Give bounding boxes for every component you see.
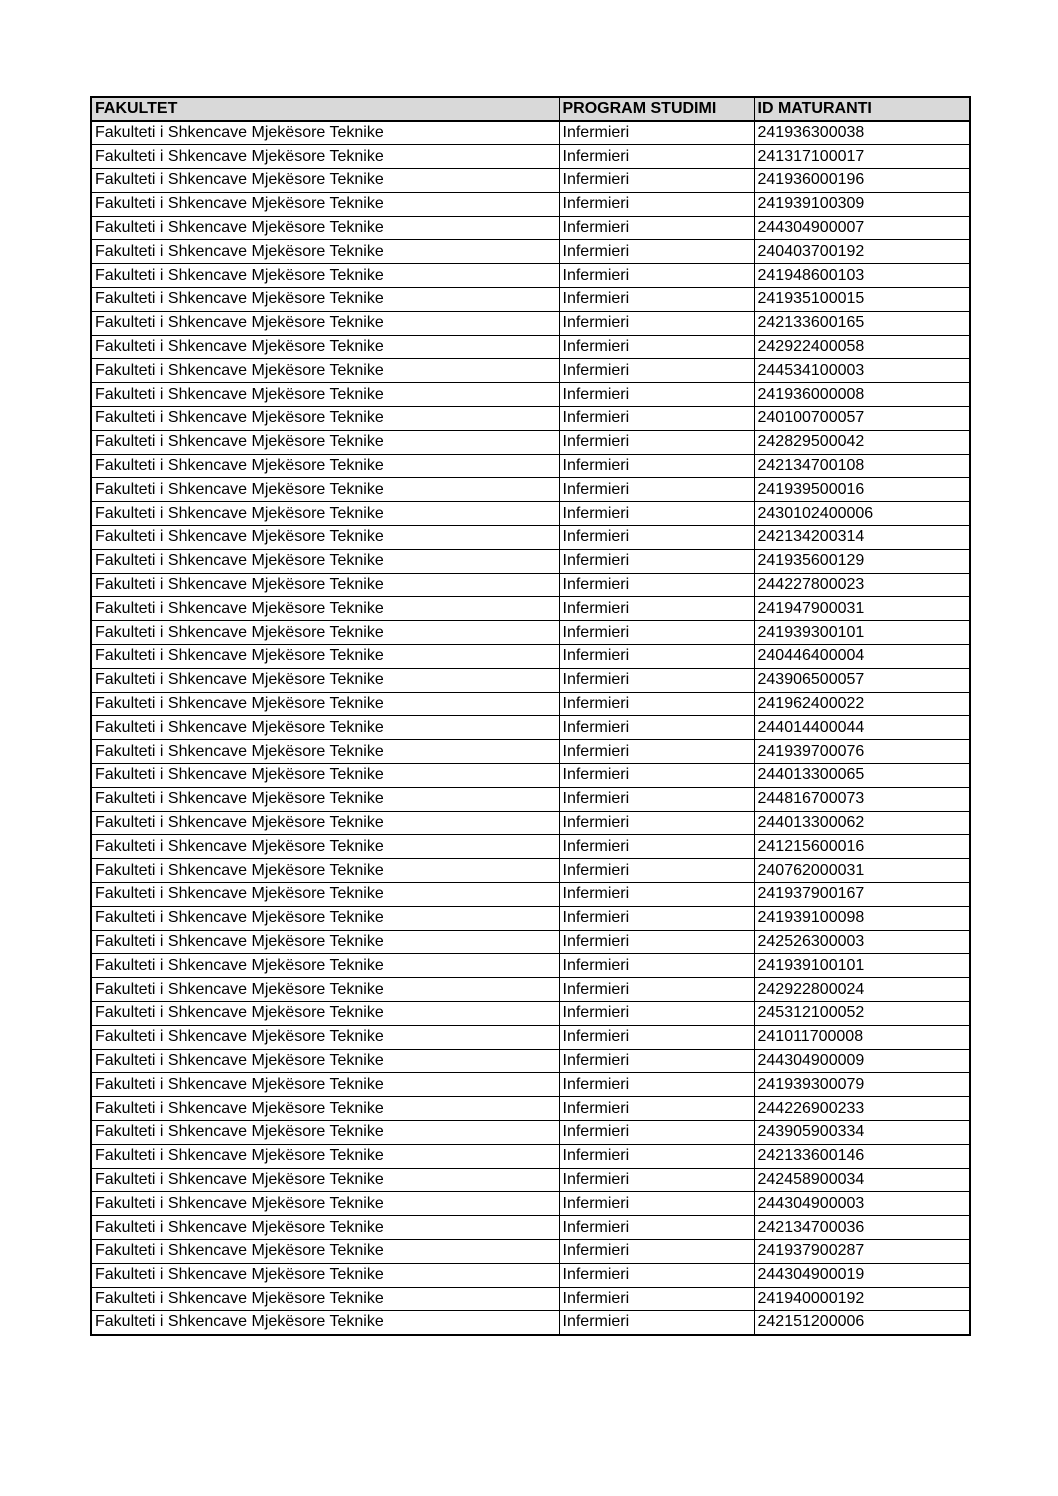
fakultet-cell: Fakulteti i Shkencave Mjekësore Teknike <box>91 573 559 597</box>
fakultet-cell: Fakulteti i Shkencave Mjekësore Teknike <box>91 121 559 145</box>
id-maturanti-cell: 241935600129 <box>754 549 970 573</box>
fakultet-cell: Fakulteti i Shkencave Mjekësore Teknike <box>91 240 559 264</box>
table-row <box>91 835 970 859</box>
fakultet-cell: Fakulteti i Shkencave Mjekësore Teknike <box>91 1144 559 1168</box>
fakultet-cell: Fakulteti i Shkencave Mjekësore Teknike <box>91 311 559 335</box>
id-maturanti-cell: 242829500042 <box>754 430 970 454</box>
program-cell: Infermieri <box>559 1216 754 1240</box>
program-cell: Infermieri <box>559 264 754 288</box>
program-cell: Infermieri <box>559 1287 754 1311</box>
fakultet-cell: Fakulteti i Shkencave Mjekësore Teknike <box>91 1073 559 1097</box>
program-cell: Infermieri <box>559 883 754 907</box>
table-row <box>91 859 970 883</box>
table-row <box>91 1144 970 1168</box>
table-row <box>91 1239 970 1263</box>
program-cell: Infermieri <box>559 216 754 240</box>
fakultet-cell: Fakulteti i Shkencave Mjekësore Teknike <box>91 216 559 240</box>
fakultet-cell: Fakulteti i Shkencave Mjekësore Teknike <box>91 454 559 478</box>
id-maturanti-cell: 240403700192 <box>754 240 970 264</box>
table-row <box>91 407 970 431</box>
id-maturanti-cell: 241937900287 <box>754 1239 970 1263</box>
id-maturanti-cell: 241939100101 <box>754 954 970 978</box>
table-row <box>91 764 970 788</box>
table-row <box>91 502 970 526</box>
fakultet-cell: Fakulteti i Shkencave Mjekësore Teknike <box>91 383 559 407</box>
table-row <box>91 978 970 1002</box>
fakultet-cell: Fakulteti i Shkencave Mjekësore Teknike <box>91 930 559 954</box>
program-cell: Infermieri <box>559 978 754 1002</box>
id-maturanti-cell: 242458900034 <box>754 1168 970 1192</box>
table-header-row <box>91 97 970 121</box>
table-row <box>91 121 970 145</box>
program-cell: Infermieri <box>559 597 754 621</box>
id-maturanti-cell: 244013300062 <box>754 811 970 835</box>
table-row <box>91 526 970 550</box>
fakultet-cell: Fakulteti i Shkencave Mjekësore Teknike <box>91 359 559 383</box>
id-maturanti-cell: 244014400044 <box>754 716 970 740</box>
fakultet-cell: Fakulteti i Shkencave Mjekësore Teknike <box>91 764 559 788</box>
table-row <box>91 692 970 716</box>
fakultet-cell: Fakulteti i Shkencave Mjekësore Teknike <box>91 859 559 883</box>
fakultet-cell: Fakulteti i Shkencave Mjekësore Teknike <box>91 1216 559 1240</box>
program-cell: Infermieri <box>559 192 754 216</box>
id-maturanti-cell: 244304900007 <box>754 216 970 240</box>
id-maturanti-cell: 241937900167 <box>754 883 970 907</box>
program-cell: Infermieri <box>559 668 754 692</box>
id-maturanti-cell: 240100700057 <box>754 407 970 431</box>
table-body <box>91 121 970 1335</box>
id-maturanti-cell: 240762000031 <box>754 859 970 883</box>
program-cell: Infermieri <box>559 1168 754 1192</box>
program-cell: Infermieri <box>559 1001 754 1025</box>
id-maturanti-cell: 242134700036 <box>754 1216 970 1240</box>
fakultet-cell: Fakulteti i Shkencave Mjekësore Teknike <box>91 1120 559 1144</box>
id-maturanti-cell: 242922400058 <box>754 335 970 359</box>
fakultet-cell: Fakulteti i Shkencave Mjekësore Teknike <box>91 1311 559 1335</box>
id-maturanti-cell: 2430102400006 <box>754 502 970 526</box>
fakultet-cell: Fakulteti i Shkencave Mjekësore Teknike <box>91 597 559 621</box>
id-maturanti-cell: 241939100309 <box>754 192 970 216</box>
fakultet-cell: Fakulteti i Shkencave Mjekësore Teknike <box>91 264 559 288</box>
program-cell: Infermieri <box>559 930 754 954</box>
header-program-studimi: PROGRAM STUDIMI <box>559 97 754 121</box>
fakultet-cell: Fakulteti i Shkencave Mjekësore Teknike <box>91 1001 559 1025</box>
table-row <box>91 811 970 835</box>
table-row <box>91 454 970 478</box>
table-row <box>91 621 970 645</box>
program-cell: Infermieri <box>559 502 754 526</box>
table-row <box>91 1287 970 1311</box>
fakultet-cell: Fakulteti i Shkencave Mjekësore Teknike <box>91 1168 559 1192</box>
table-row <box>91 169 970 193</box>
program-cell: Infermieri <box>559 169 754 193</box>
id-maturanti-cell: 244304900009 <box>754 1049 970 1073</box>
program-cell: Infermieri <box>559 764 754 788</box>
program-cell: Infermieri <box>559 811 754 835</box>
program-cell: Infermieri <box>559 549 754 573</box>
fakultet-cell: Fakulteti i Shkencave Mjekësore Teknike <box>91 1049 559 1073</box>
program-cell: Infermieri <box>559 526 754 550</box>
id-maturanti-cell: 242134200314 <box>754 526 970 550</box>
table-row <box>91 359 970 383</box>
program-cell: Infermieri <box>559 692 754 716</box>
program-cell: Infermieri <box>559 1263 754 1287</box>
table-row <box>91 668 970 692</box>
program-cell: Infermieri <box>559 121 754 145</box>
table-row <box>91 549 970 573</box>
fakultet-cell: Fakulteti i Shkencave Mjekësore Teknike <box>91 954 559 978</box>
id-maturanti-cell: 241011700008 <box>754 1025 970 1049</box>
id-maturanti-cell: 241215600016 <box>754 835 970 859</box>
id-maturanti-cell: 242133600165 <box>754 311 970 335</box>
program-cell: Infermieri <box>559 145 754 169</box>
fakultet-cell: Fakulteti i Shkencave Mjekësore Teknike <box>91 1239 559 1263</box>
id-maturanti-cell: 242151200006 <box>754 1311 970 1335</box>
id-maturanti-cell: 242922800024 <box>754 978 970 1002</box>
table-row <box>91 264 970 288</box>
fakultet-cell: Fakulteti i Shkencave Mjekësore Teknike <box>91 645 559 669</box>
header-fakultet: FAKULTET <box>91 97 559 121</box>
table-row <box>91 1192 970 1216</box>
table-row <box>91 906 970 930</box>
id-maturanti-cell: 244013300065 <box>754 764 970 788</box>
program-cell: Infermieri <box>559 478 754 502</box>
program-cell: Infermieri <box>559 1239 754 1263</box>
id-maturanti-cell: 241936000196 <box>754 169 970 193</box>
fakultet-cell: Fakulteti i Shkencave Mjekësore Teknike <box>91 407 559 431</box>
table-row <box>91 716 970 740</box>
table-row <box>91 430 970 454</box>
id-maturanti-cell: 241935100015 <box>754 288 970 312</box>
fakultet-cell: Fakulteti i Shkencave Mjekësore Teknike <box>91 906 559 930</box>
table-row <box>91 240 970 264</box>
table-row <box>91 192 970 216</box>
id-maturanti-cell: 242134700108 <box>754 454 970 478</box>
table-row <box>91 288 970 312</box>
table-row <box>91 597 970 621</box>
fakultet-cell: Fakulteti i Shkencave Mjekësore Teknike <box>91 835 559 859</box>
id-maturanti-cell: 241939100098 <box>754 906 970 930</box>
fakultet-cell: Fakulteti i Shkencave Mjekësore Teknike <box>91 740 559 764</box>
fakultet-cell: Fakulteti i Shkencave Mjekësore Teknike <box>91 192 559 216</box>
program-cell: Infermieri <box>559 954 754 978</box>
id-maturanti-cell: 240446400004 <box>754 645 970 669</box>
table-row <box>91 1001 970 1025</box>
id-maturanti-cell: 243905900334 <box>754 1120 970 1144</box>
table-row <box>91 1311 970 1335</box>
table-row <box>91 954 970 978</box>
program-cell: Infermieri <box>559 359 754 383</box>
program-cell: Infermieri <box>559 716 754 740</box>
id-maturanti-cell: 244304900019 <box>754 1263 970 1287</box>
program-cell: Infermieri <box>559 1049 754 1073</box>
program-cell: Infermieri <box>559 835 754 859</box>
program-cell: Infermieri <box>559 1097 754 1121</box>
table-row <box>91 478 970 502</box>
program-cell: Infermieri <box>559 430 754 454</box>
fakultet-cell: Fakulteti i Shkencave Mjekësore Teknike <box>91 430 559 454</box>
program-cell: Infermieri <box>559 335 754 359</box>
id-maturanti-cell: 241936300038 <box>754 121 970 145</box>
program-cell: Infermieri <box>559 240 754 264</box>
table-row <box>91 1049 970 1073</box>
table-row <box>91 145 970 169</box>
id-maturanti-cell: 244534100003 <box>754 359 970 383</box>
fakultet-cell: Fakulteti i Shkencave Mjekësore Teknike <box>91 549 559 573</box>
table-row <box>91 573 970 597</box>
program-cell: Infermieri <box>559 1120 754 1144</box>
table-row <box>91 311 970 335</box>
table-row <box>91 1263 970 1287</box>
id-maturanti-cell: 242133600146 <box>754 1144 970 1168</box>
fakultet-cell: Fakulteti i Shkencave Mjekësore Teknike <box>91 1097 559 1121</box>
program-cell: Infermieri <box>559 288 754 312</box>
id-maturanti-cell: 241948600103 <box>754 264 970 288</box>
fakultet-cell: Fakulteti i Shkencave Mjekësore Teknike <box>91 1287 559 1311</box>
fakultet-cell: Fakulteti i Shkencave Mjekësore Teknike <box>91 1192 559 1216</box>
program-cell: Infermieri <box>559 311 754 335</box>
id-maturanti-cell: 242526300003 <box>754 930 970 954</box>
table-row <box>91 1216 970 1240</box>
program-cell: Infermieri <box>559 621 754 645</box>
program-cell: Infermieri <box>559 906 754 930</box>
fakultet-cell: Fakulteti i Shkencave Mjekësore Teknike <box>91 1263 559 1287</box>
id-maturanti-cell: 241939700076 <box>754 740 970 764</box>
program-cell: Infermieri <box>559 787 754 811</box>
table-row <box>91 335 970 359</box>
fakultet-cell: Fakulteti i Shkencave Mjekësore Teknike <box>91 169 559 193</box>
id-maturanti-cell: 241939300079 <box>754 1073 970 1097</box>
program-cell: Infermieri <box>559 1192 754 1216</box>
table-row <box>91 787 970 811</box>
id-maturanti-cell: 241962400022 <box>754 692 970 716</box>
id-maturanti-cell: 244226900233 <box>754 1097 970 1121</box>
fakultet-cell: Fakulteti i Shkencave Mjekësore Teknike <box>91 668 559 692</box>
fakultet-cell: Fakulteti i Shkencave Mjekësore Teknike <box>91 692 559 716</box>
program-cell: Infermieri <box>559 407 754 431</box>
id-maturanti-cell: 241936000008 <box>754 383 970 407</box>
table-row <box>91 1025 970 1049</box>
fakultet-cell: Fakulteti i Shkencave Mjekësore Teknike <box>91 978 559 1002</box>
table-row <box>91 1168 970 1192</box>
program-cell: Infermieri <box>559 1073 754 1097</box>
program-cell: Infermieri <box>559 573 754 597</box>
fakultet-cell: Fakulteti i Shkencave Mjekësore Teknike <box>91 145 559 169</box>
fakultet-cell: Fakulteti i Shkencave Mjekësore Teknike <box>91 811 559 835</box>
fakultet-cell: Fakulteti i Shkencave Mjekësore Teknike <box>91 335 559 359</box>
fakultet-cell: Fakulteti i Shkencave Mjekësore Teknike <box>91 478 559 502</box>
table-row <box>91 383 970 407</box>
table-row <box>91 645 970 669</box>
fakultet-cell: Fakulteti i Shkencave Mjekësore Teknike <box>91 1025 559 1049</box>
id-maturanti-cell: 241939500016 <box>754 478 970 502</box>
program-cell: Infermieri <box>559 454 754 478</box>
table-row <box>91 1097 970 1121</box>
table-row <box>91 1073 970 1097</box>
table-row <box>91 1120 970 1144</box>
program-cell: Infermieri <box>559 1311 754 1335</box>
table-row <box>91 216 970 240</box>
program-cell: Infermieri <box>559 1144 754 1168</box>
id-maturanti-cell: 245312100052 <box>754 1001 970 1025</box>
id-maturanti-cell: 244304900003 <box>754 1192 970 1216</box>
program-cell: Infermieri <box>559 645 754 669</box>
id-maturanti-cell: 243906500057 <box>754 668 970 692</box>
table-row <box>91 883 970 907</box>
program-cell: Infermieri <box>559 859 754 883</box>
program-cell: Infermieri <box>559 383 754 407</box>
table-row <box>91 740 970 764</box>
fakultet-cell: Fakulteti i Shkencave Mjekësore Teknike <box>91 883 559 907</box>
id-maturanti-cell: 241939300101 <box>754 621 970 645</box>
fakultet-cell: Fakulteti i Shkencave Mjekësore Teknike <box>91 526 559 550</box>
students-table <box>90 96 971 1336</box>
fakultet-cell: Fakulteti i Shkencave Mjekësore Teknike <box>91 787 559 811</box>
fakultet-cell: Fakulteti i Shkencave Mjekësore Teknike <box>91 502 559 526</box>
fakultet-cell: Fakulteti i Shkencave Mjekësore Teknike <box>91 621 559 645</box>
id-maturanti-cell: 244816700073 <box>754 787 970 811</box>
fakultet-cell: Fakulteti i Shkencave Mjekësore Teknike <box>91 716 559 740</box>
table-row <box>91 930 970 954</box>
id-maturanti-cell: 241940000192 <box>754 1287 970 1311</box>
header-id-maturanti: ID MATURANTI <box>754 97 970 121</box>
program-cell: Infermieri <box>559 1025 754 1049</box>
id-maturanti-cell: 244227800023 <box>754 573 970 597</box>
fakultet-cell: Fakulteti i Shkencave Mjekësore Teknike <box>91 288 559 312</box>
id-maturanti-cell: 241317100017 <box>754 145 970 169</box>
id-maturanti-cell: 241947900031 <box>754 597 970 621</box>
program-cell: Infermieri <box>559 740 754 764</box>
